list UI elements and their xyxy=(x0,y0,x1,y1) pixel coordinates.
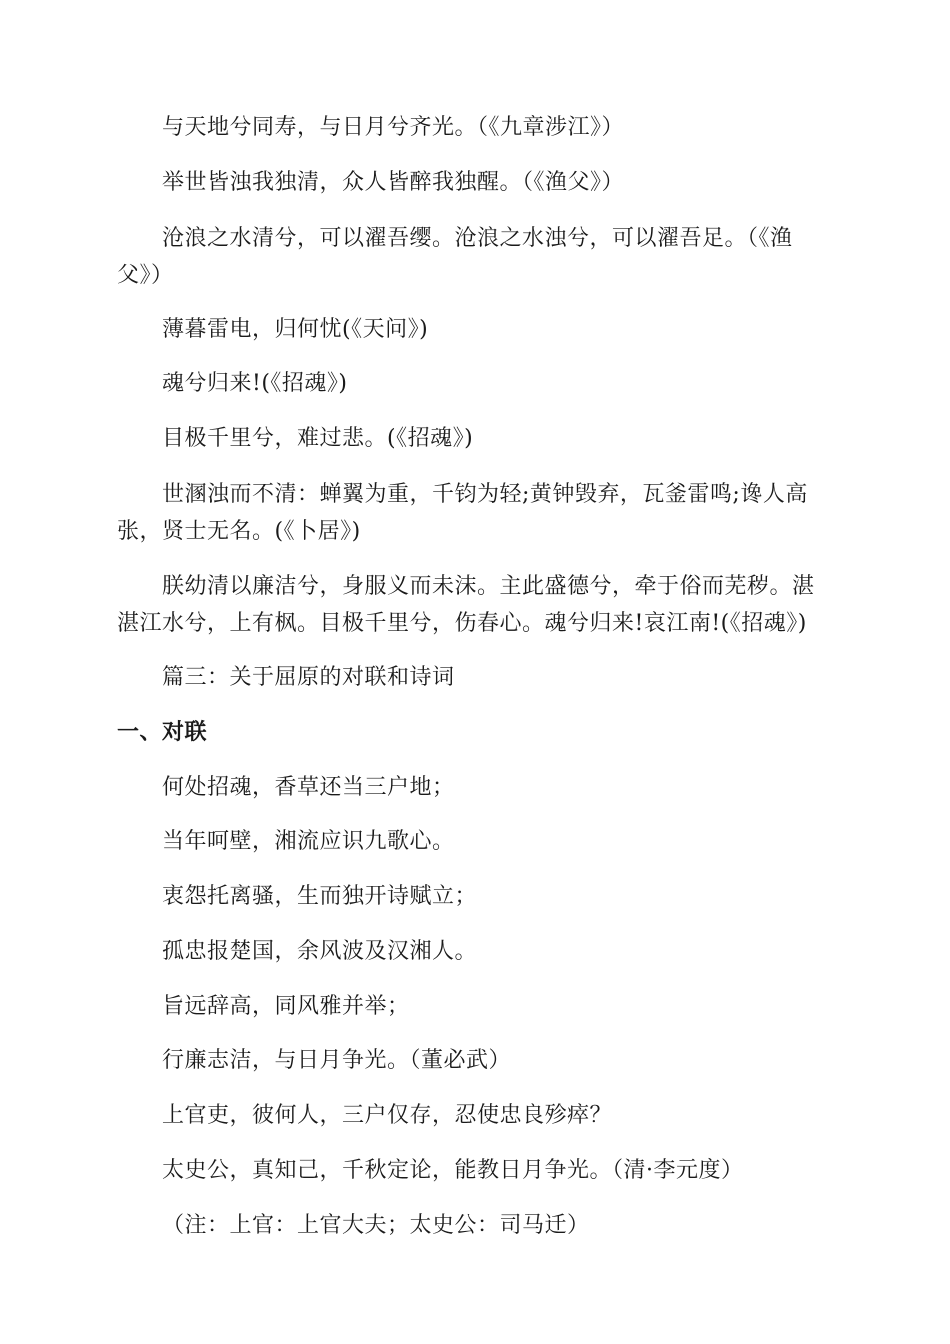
paragraph-chapter-three: 篇三：关于屈原的对联和诗词 xyxy=(162,665,455,690)
paragraph-zhao-hun-1: 魂兮归来!(《招魂》) xyxy=(162,371,348,396)
paragraph-yu-fu-1: 举世皆浊我独清，众人皆醉我独醒。（《渔父》） xyxy=(162,170,625,195)
couplet-line: 当年呵壁，湘流应识九歌心。 xyxy=(162,829,455,854)
couplet-line: 行廉志洁，与日月争光。（董必武） xyxy=(162,1048,512,1073)
couplet-line: 孤忠报楚国，余风波及汉湘人。 xyxy=(162,939,478,964)
paragraph-she-jiang: 与天地兮同寿，与日月兮齐光。（《九章涉江》） xyxy=(162,115,625,140)
couplet-line: 衷怨托离骚，生而独开诗赋立； xyxy=(162,884,478,909)
couplet-note: （注：上官：上官大夫；太史公：司马迁） xyxy=(162,1213,590,1238)
paragraph-tian-wen: 薄暮雷电，归何忧(《天问》) xyxy=(162,317,429,342)
section-heading-couplets: 一、对联 xyxy=(117,720,208,745)
paragraph-yu-fu-2: 沧浪之水清兮，可以濯吾缨。沧浪之水浊兮，可以濯吾足。（《渔父》） xyxy=(117,226,793,288)
paragraph-zhao-hun-2: 目极千里兮，难过悲。(《招魂》) xyxy=(162,426,474,451)
couplet-line: 上官吏，彼何人，三户仅存，忍使忠良殄瘁？ xyxy=(162,1103,613,1128)
couplet-line: 何处招魂，香草还当三户地； xyxy=(162,775,455,800)
couplet-line: 旨远辞高，同风雅并举； xyxy=(162,994,410,1019)
paragraph-bu-ju: 世溷浊而不清：蝉翼为重，千钧为轻;黄钟毁弃，瓦釜雷鸣;谗人高张，贤士无名。(《卜居》) xyxy=(117,482,808,544)
paragraph-zhao-hun-3: 朕幼清以廉洁兮，身服义而未沫。主此盛德兮，牵于俗而芜秽。湛湛江水兮，上有枫。目极千里兮，伤春心。魂兮归来!哀江南!(《招魂》) xyxy=(117,574,815,636)
couplet-line: 太史公，真知己，千秋定论，能教日月争光。（清·李元度） xyxy=(162,1158,744,1183)
